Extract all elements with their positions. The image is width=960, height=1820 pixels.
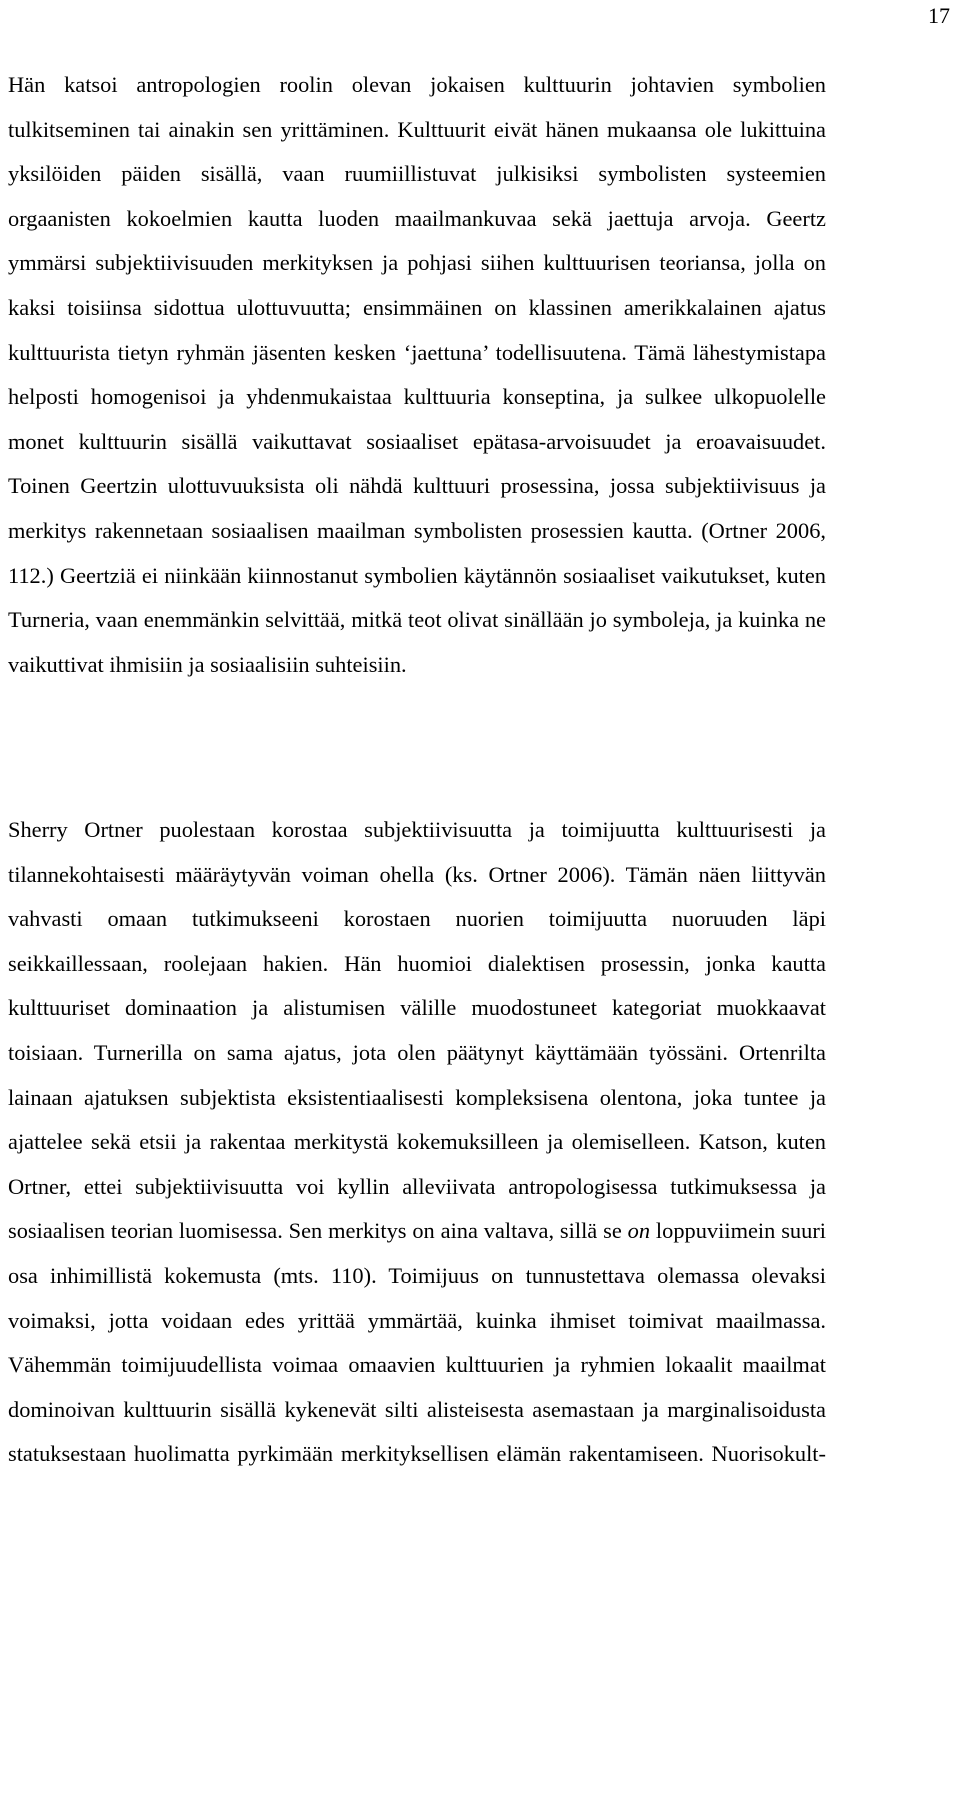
page-number: 17 xyxy=(928,3,950,28)
emphasized-word: on xyxy=(627,1218,651,1244)
body-paragraph-1: Hän katsoi antropologien roolin olevan jokaisen kulttuurin johtavien symbolien tulkitseminen tai ainakin sen yrittäminen. Kulttuurit eivät hänen mukaansa ole lukittuina yksilöiden päiden sisällä, vaan ruumiillistuvat julkisiksi symbolisten systeemien orgaanisten kokoelmien kautta luoden maailmankuvaa sekä jaettuja arvoja. Geertz ymmärsi subjektiivisuuden merkityksen ja pohjasi siihen kulttuurisen teoriansa, jolla on kaksi toisiinsa sidottua ulottuvuutta; ensimmäinen on klassinen amerikkalainen ajatus kulttuurista tietyn ryhmän jäsenten kesken ‘jaettuna’ todellisuutena. Tämä lähestymistapa helposti homogenisoi ja yhdenmukaistaa kulttuuria konseptina, ja sulkee ulkopuolelle monet kulttuurin sisällä vaikuttavat sosiaaliset epätasa-arvoisuudet ja eroavaisuudet. Toinen Geertzin ulottuvuuksista oli nähdä kulttuuri prosessina, jossa subjektiivisuus ja merkitys rakennetaan sosiaalisen maailman symbolisten prosessien kautta. (Ortner 2006, 112.) Geertziä ei niinkään kiinnostanut symbolien käytännön sosiaaliset vaikutukset, kuten Turneria, vaan enemmänkin selvittää, mitkä teot olivat sinällään jo symboleja, ja kuinka ne vaikuttivat ihmisiin ja sosiaalisiin suhteisiin. xyxy=(8,72,826,677)
paragraph-2-text-end: loppuviimein suuri osa inhimillistä kokemusta (mts. 110). Toimijuus on tunnustettava olemassa olevaksi voimaksi, jotta voidaan edes yrittää ymmärtää, kuinka ihmiset toimivat maailmassa. Vähemmän toimijuudellista voimaa omaavien kulttuurien ja ryhmien lokaalit maailmat dominoivan kulttuurin sisällä kykenevät silti alisteisesta asemastaan ja marginalisoidusta statuksestaan huolimatta pyrkimään merkityksellisen elämän rakentamiseen. Nuorisokult- xyxy=(8,1218,826,1467)
body-paragraph-2 xyxy=(8,808,826,1477)
paragraph-2-text-start: Sherry Ortner puolestaan korostaa subjektiivisuutta ja toimijuutta kulttuurisesti ja tilannekohtaisesti määräytyvän voiman ohella (ks. Ortner 2006). Tämän näen liittyvän vahvasti omaan tutkimukseeni korostaen nuorien toimijuutta nuoruuden läpi seikkaillessaan, roolejaan hakien. Hän huomioi dialektisen prosessin, jonka kautta kulttuuriset dominaation ja alistumisen välille muodostuneet kategoriat muokkaavat toisiaan. Turnerilla on sama ajatus, jota olen päätynyt käyttämään työssäni. Ortenrilta lainaan ajatuksen subjektista eksistentiaalisesti kompleksisena olentona, joka tuntee ja ajattelee sekä etsii ja rakentaa merkitystä kokemuksilleen ja olemiselleen. Katson, kuten Ortner, ettei subjektiivisuutta voi kyllin alleviivata antropologisessa tutkimuksessa ja sosiaalisen teorian luomisessa. Sen merkitys on aina valtava, sillä se xyxy=(8,817,826,1244)
